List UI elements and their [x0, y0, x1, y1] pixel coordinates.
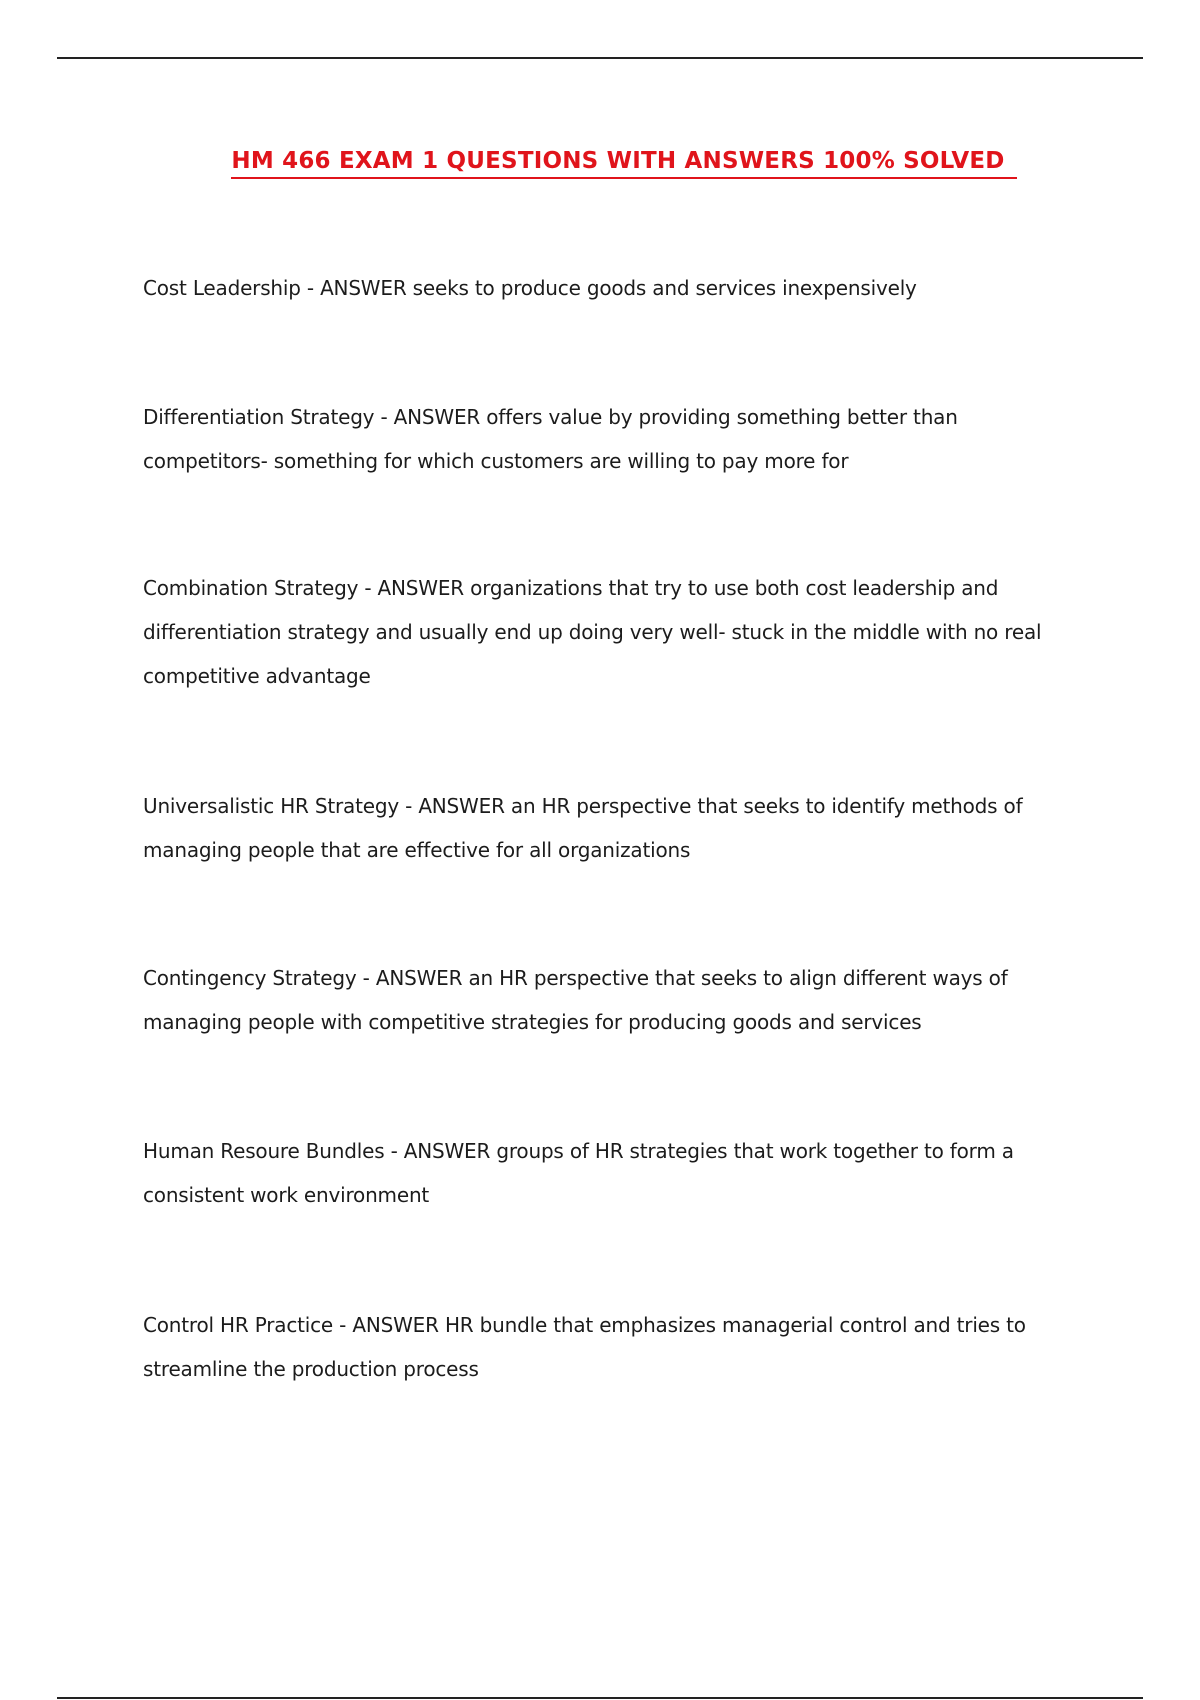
qa-entry-human-resoure-bundles: Human Resoure Bundles - ANSWER groups of HR strategies that work together to form a consistent work environment	[143, 1139, 1014, 1207]
top-rule	[57, 57, 1143, 59]
qa-entry-cost-leadership: Cost Leadership - ANSWER seeks to produce goods and services inexpensively	[143, 276, 917, 300]
qa-entry-control-hr-practice: Control HR Practice - ANSWER HR bundle that emphasizes managerial control and tries to streamline the production process	[143, 1313, 1026, 1381]
bottom-rule	[57, 1697, 1143, 1699]
qa-entry-combination-strategy: Combination Strategy - ANSWER organizations that try to use both cost leadership and differentiation strategy and usually end up doing very well- stuck in the middle with no real competitive advantage	[143, 576, 1042, 688]
qa-entry-contingency-strategy: Contingency Strategy - ANSWER an HR perspective that seeks to align different ways of managing people with competitive strategies for producing goods and services	[143, 966, 1008, 1034]
qa-entry-differentiation-strategy: Differentiation Strategy - ANSWER offers value by providing something better than competitors- something for which customers are willing to pay more for	[143, 405, 958, 473]
qa-entry-universalistic-hr-strategy: Universalistic HR Strategy - ANSWER an HR perspective that seeks to identify methods of managing people that are effective for all organizations	[143, 794, 1023, 862]
document-title-text: HM 466 EXAM 1 QUESTIONS WITH ANSWERS 100% SOLVED	[231, 146, 1016, 179]
document-title	[0, 146, 1200, 179]
